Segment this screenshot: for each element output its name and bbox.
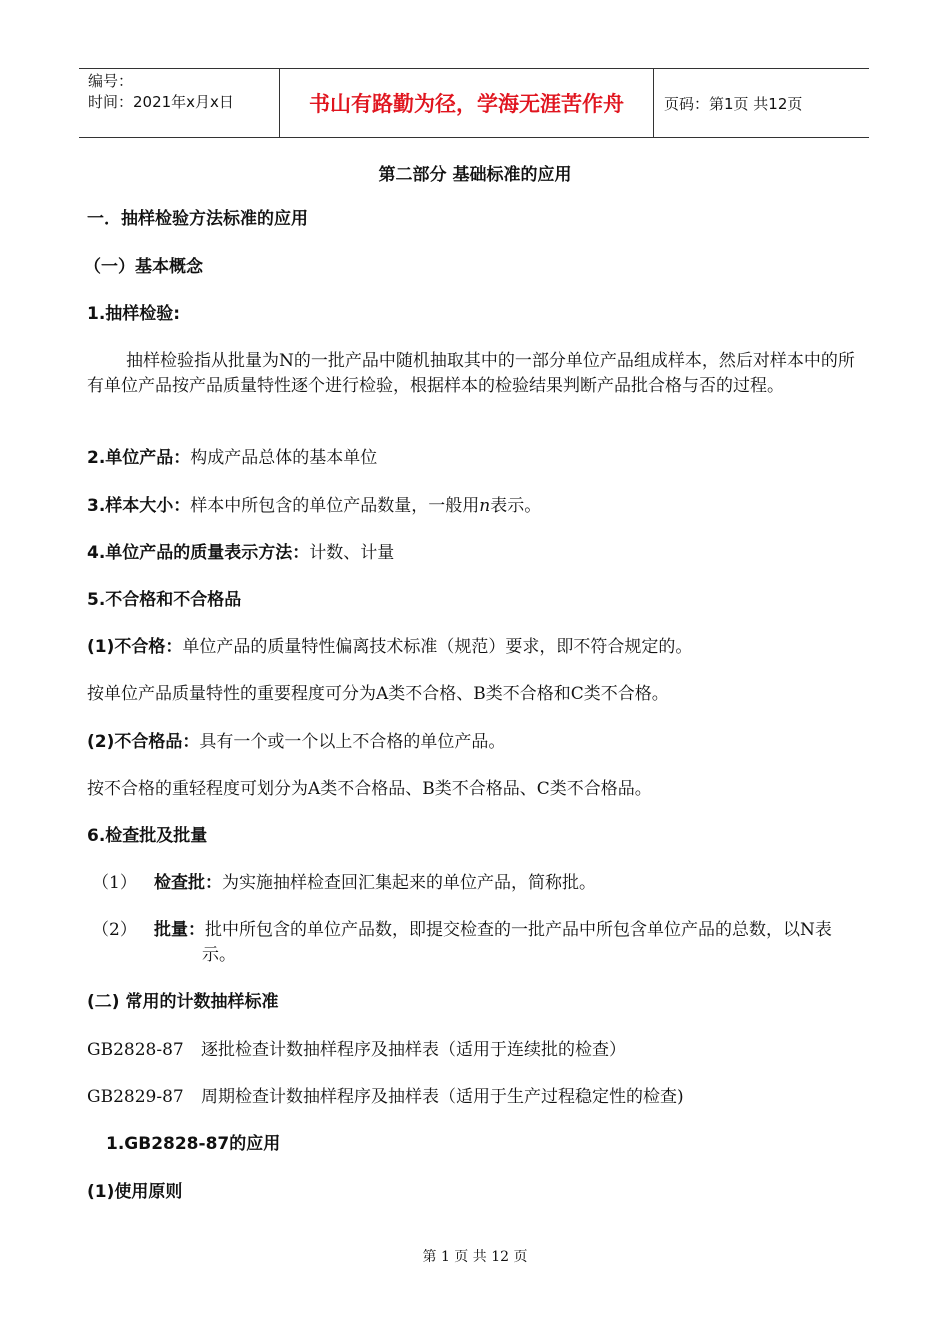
- definition-nonconformity: [87, 635, 692, 659]
- term-quality-method: 4.单位产品的质量表示方法：: [87, 543, 310, 563]
- definition-unit-product: [87, 446, 377, 470]
- term-nonconforming-product: (2)不合格品：: [87, 732, 200, 752]
- term-sample-size: 3.样本大小：: [87, 496, 191, 516]
- list-number: （1）: [92, 873, 137, 893]
- page-header: [79, 68, 869, 138]
- text-unit-product: 构成产品总体的基本单位: [190, 448, 378, 468]
- standard-row: [87, 1038, 626, 1062]
- standard-code: GB2829-87: [87, 1087, 184, 1107]
- symbol-n: n: [479, 496, 491, 516]
- text-nonconformity: 单位产品的质量特性偏离技术标准（规范）要求，即不符合规定的。: [182, 637, 693, 657]
- definition-heading-nonconformity: 5.不合格和不合格品: [87, 590, 242, 610]
- definition-heading-sampling: 1.抽样检验:: [87, 304, 181, 324]
- standard-code: GB2828-87: [87, 1040, 184, 1060]
- note-nonconforming-classes: 按不合格的重轻程度可划分为A类不合格品、B类不合格品、C类不合格品。: [87, 779, 652, 799]
- standard-description: 逐批检查计数抽样程序及抽样表（适用于连续批的检查）: [201, 1040, 626, 1060]
- term-unit-product: 2.单位产品：: [87, 448, 191, 468]
- definition-quality-method: [87, 541, 394, 565]
- definition-sample-size: [87, 494, 541, 518]
- text-sample-size-a: 样本中所包含的单位产品数量，一般用: [190, 496, 480, 516]
- application-heading: 1.GB2828-87的应用: [106, 1134, 281, 1154]
- header-motto: 书山有路勤为径，学海无涯苦作舟: [280, 69, 654, 137]
- list-number: （2）: [92, 920, 137, 940]
- text-nonconforming-product: 具有一个或一个以上不合格的单位产品。: [199, 732, 506, 752]
- text-sample-size-b: 表示。: [490, 496, 542, 516]
- term-nonconformity: (1)不合格：: [87, 637, 183, 657]
- standard-description: 周期检查计数抽样程序及抽样表（适用于生产过程稳定性的检查): [201, 1087, 684, 1107]
- list-item-inspection-lot: [92, 871, 854, 896]
- page-footer: 第 1 页 共 12 页: [422, 1249, 528, 1265]
- section-heading-1: 一．抽样检验方法标准的应用: [87, 209, 308, 229]
- subsection-heading-standards: (二) 常用的计数抽样标准: [87, 992, 279, 1012]
- principle-heading: (1)使用原则: [87, 1182, 183, 1202]
- definition-sampling-text: 抽样检验指从批量为N的一批产品中随机抽取其中的一部分单位产品组成样本，然后对样本中的所有单位产品按产品质量特性逐个进行检验，根据样本的检验结果判断产品批合格与否的过程。: [87, 351, 855, 396]
- standard-row: [87, 1085, 684, 1109]
- time-label: 时间：2021年x月x日: [88, 93, 234, 111]
- term-inspection-lot: 检查批：: [154, 873, 222, 893]
- text-lot-size: 批中所包含的单位产品数，即提交检查的一批产品中所包含单位产品的总数，以N表示。: [202, 920, 832, 965]
- term-lot-size: 批量：: [154, 920, 205, 940]
- text-quality-method: 计数、计量: [309, 543, 395, 563]
- subsection-heading-basic-concepts: （一）基本概念: [84, 257, 203, 277]
- header-page-info: 页码：第1页 共12页: [664, 94, 803, 113]
- list-item-lot-size: [92, 918, 852, 967]
- serial-label: 编号：: [88, 72, 134, 90]
- definition-nonconforming-product: [87, 730, 505, 754]
- page-title: 第二部分 基础标准的应用: [378, 165, 572, 185]
- note-nonconformity-classes: 按单位产品质量特性的重要程度可分为A类不合格、B类不合格和C类不合格。: [87, 684, 669, 704]
- definition-heading-lot: 6.检查批及批量: [87, 826, 208, 846]
- header-meta: [79, 69, 280, 137]
- text-inspection-lot: 为实施抽样检查回汇集起来的单位产品，简称批。: [222, 873, 596, 893]
